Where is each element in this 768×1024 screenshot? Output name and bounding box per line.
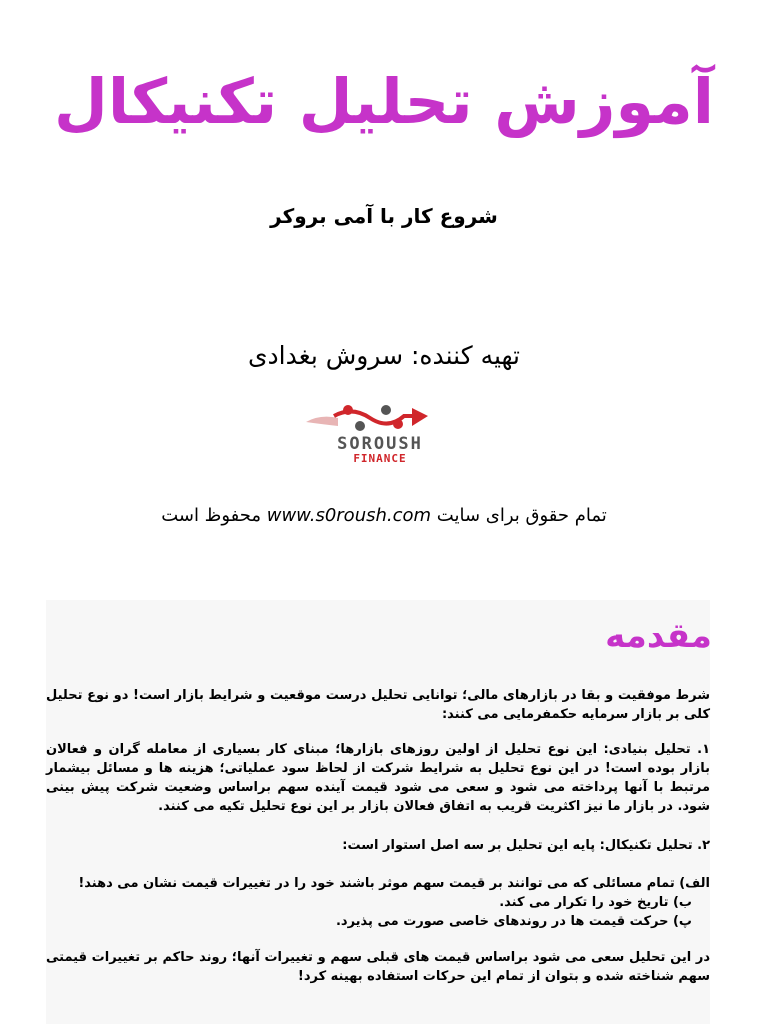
list-item: ب) تاریخ خود را تکرار می کند. [499,895,692,910]
technical-analysis-paragraph: در این تحلیل سعی می شود براساس قیمت های قبلی سهم و تغییرات آنها؛ روند حاکم بر تغییرات قیمتی سهم شناخته شده و بتوان از تمام این حرکات استفاده بهینه کرد! [46,950,710,984]
site-link[interactable]: www.s0roush.com [266,505,432,526]
technical-analysis-heading: ۲. تحلیل تکنیکال: پایه این تحلیل بر سه اصل استوار است: [342,838,710,853]
copyright-prefix: تمام حقوق برای سایت [436,505,607,526]
principles-list [76,874,710,931]
copyright-notice [0,500,768,532]
author-line: تهیه کننده: سروش بغدادی [247,341,521,370]
copyright-suffix: محفوظ است [161,505,261,526]
document-subtitle: شروع کار با آمی بروکر [270,204,498,228]
logo-tagline: FINANCE [353,452,407,464]
fundamental-analysis-paragraph: ۱. تحلیل بنیادی: این نوع تحلیل از اولین روزهای بازارها؛ مبنای کار بسیاری از معامله گران و فعالان بازار بوده است! در این نوع تحلیل به شرایط شرکت از لحاظ سود عملیاتی؛ هزینه ها و مسائل بیشمار مرتبط با آنها پرداخته می شود و سعی می شود قیمت آینده سهم براساس وضعیت شرکت پیش بینی شود. در بازار ما نیز اکثریت قریب به اتفاق فعالان بازار بر این نوع تحلیل تکیه می کنند. [46,742,710,814]
document-title: آموزش تحلیل تکنیکال [54,65,714,138]
list-item: الف) تمام مسائلی که می توانند بر قیمت سهم موثر باشند خود را در تغییرات قیمت نشان می دهند! [78,876,710,891]
intro-heading: مقدمه [605,616,712,656]
intro-paragraph: شرط موفقیت و بقا در بازارهای مالی؛ توانایی تحلیل درست موقعیت و شرایط بازار است! دو نوع تحلیل کلی بر بازار سرمایه حکمفرمایی می کنند: [46,688,710,722]
soroush-finance-logo-icon [300,400,460,464]
list-item: پ) حرکت قیمت ها در روندهای خاصی صورت می پذیرد. [335,914,692,929]
logo-wordmark: SOROUSH [337,434,423,454]
